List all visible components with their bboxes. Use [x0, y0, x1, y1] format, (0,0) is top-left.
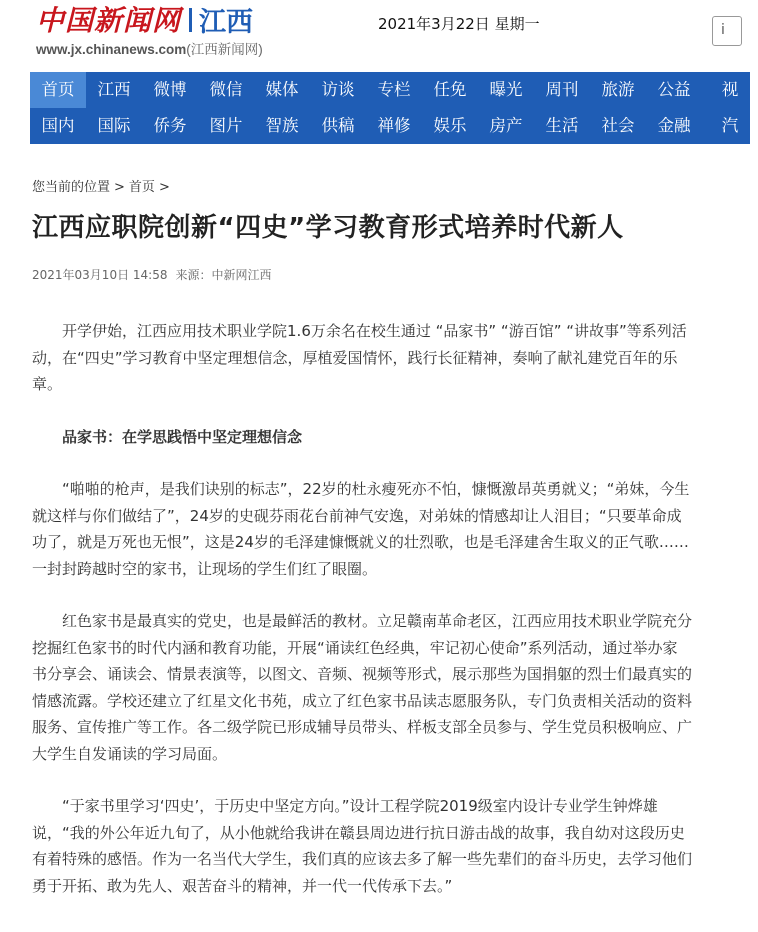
site-url-note: (江西新闻网)	[186, 42, 263, 57]
nav-item[interactable]: 访谈	[321, 80, 355, 99]
nav-item[interactable]: 生活	[545, 116, 579, 135]
nav-item[interactable]: 曝光	[489, 80, 523, 99]
nav-item[interactable]: 江西	[97, 80, 131, 99]
nav-item[interactable]: 禅修	[377, 116, 411, 135]
nav-item[interactable]: 智族	[265, 116, 299, 135]
source-label: 来源：	[175, 268, 212, 282]
article-paragraph: “啪啪的枪声，是我们诀别的标志”，22岁的杜永瘦死亦不怕，慷慨激昂英勇就义；“弟妹，今生就这样与你们做结了”，24岁的史砚芬雨花台前神气安逸，对弟妹的情感却让人泪目；“只要革命成功了，就是万死也无恨”，这是24岁的毛泽建慷慨就义的壮烈歌，也是毛泽建舍生取义的正气歌……一封封跨越时空的家书，让现场的学生们红了眼圈。	[32, 480, 690, 578]
nav-item[interactable]: 国际	[97, 116, 131, 135]
site-url[interactable]	[36, 38, 263, 58]
main-nav-row-2	[30, 108, 750, 144]
breadcrumb-home-link[interactable]: 首页	[128, 180, 155, 195]
nav-item[interactable]: 汽	[721, 116, 739, 135]
region-logo[interactable]: 江西	[199, 6, 253, 38]
nav-item[interactable]: 微信	[209, 80, 243, 99]
article-body	[32, 318, 692, 925]
main-nav-row-1	[30, 72, 750, 108]
chinanews-logo[interactable]: 中国新闻网	[36, 4, 182, 37]
nav-item[interactable]: 金融	[657, 116, 691, 135]
article-paragraph: “于家书里学习‘四史’，于历史中坚定方向。”设计工程学院2019级室内设计专业学生钟烨雄说，“我的外公年近九旬了，从小他就给我讲在赣县周边进行抗日游击战的故事，我自幼对这段历史有着特殊的感悟。作为一名当代大学生，我们真的应该去多了解一些先辈们的奋斗历史，去学习他们勇于开拓、敢为先人、艰苦奋斗的精神，并一代一代传承下去。”	[32, 797, 693, 895]
nav-item[interactable]: 旅游	[601, 80, 635, 99]
breadcrumb	[32, 176, 174, 195]
section-subheading: 品家书：在学思践悟中坚定理想信念	[62, 427, 303, 446]
article-source: 中新网江西	[211, 268, 272, 282]
search-input[interactable]: i	[712, 16, 742, 46]
nav-item[interactable]: 房产	[489, 116, 523, 135]
site-header	[0, 0, 728, 70]
article-paragraph: 红色家书是最真实的党史，也是最鲜活的教材。立足赣南革命老区，江西应用技术职业学院充分挖掘红色家书的时代内涵和教育功能，开展“诵读红色经典，牢记初心使命”系列活动，通过举办家书分享会、诵读会、情景表演等，以图文、音频、视频等形式，展示那些为国捐躯的烈士们最真实的情感流露。学校还建立了红星文化书苑，成立了红色家书品读志愿服务队，专门负责相关活动的资料服务、宣传推广等工作。各二级学院已形成辅导员带头、样板支部全员参与、学生党员积极响应、广大学生自发诵读的学习局面。	[32, 612, 693, 763]
article-paragraph: 开学伊始，江西应用技术职业学院1.6万余名在校生通过 “品家书” “游百馆” “讲故事”等系列活动，在“四史”学习教育中坚定理想信念，厚植爱国情怀，践行长征精神，奏响了献礼建党百年的乐章。	[32, 322, 687, 393]
article-meta	[32, 266, 280, 283]
breadcrumb-separator: >	[114, 180, 125, 195]
nav-item[interactable]: 任免	[433, 80, 467, 99]
current-date: 2021年3月22日 星期一	[378, 15, 540, 33]
site-url-text: www.jx.chinanews.com	[36, 42, 187, 57]
nav-item[interactable]: 图片	[209, 116, 243, 135]
nav-item[interactable]: 微博	[153, 80, 187, 99]
article-title: 江西应职院创新“四史”学习教育形式培养时代新人	[32, 213, 624, 243]
nav-item[interactable]: 侨务	[153, 116, 187, 135]
nav-item[interactable]: 专栏	[377, 80, 411, 99]
nav-item[interactable]: 首页	[30, 72, 86, 108]
logo-divider	[189, 8, 192, 32]
nav-item[interactable]: 国内	[41, 116, 75, 135]
nav-item[interactable]: 社会	[601, 116, 635, 135]
nav-item[interactable]: 公益	[657, 80, 691, 99]
nav-item[interactable]: 视	[721, 80, 739, 99]
nav-item[interactable]: 供稿	[321, 116, 355, 135]
nav-item[interactable]: 周刊	[545, 80, 579, 99]
nav-item[interactable]: 媒体	[265, 80, 299, 99]
article-datetime: 2021年03月10日 14:58	[32, 268, 168, 282]
nav-item[interactable]: 娱乐	[433, 116, 467, 135]
breadcrumb-label: 您当前的位置	[32, 180, 111, 195]
breadcrumb-separator: >	[158, 180, 170, 195]
